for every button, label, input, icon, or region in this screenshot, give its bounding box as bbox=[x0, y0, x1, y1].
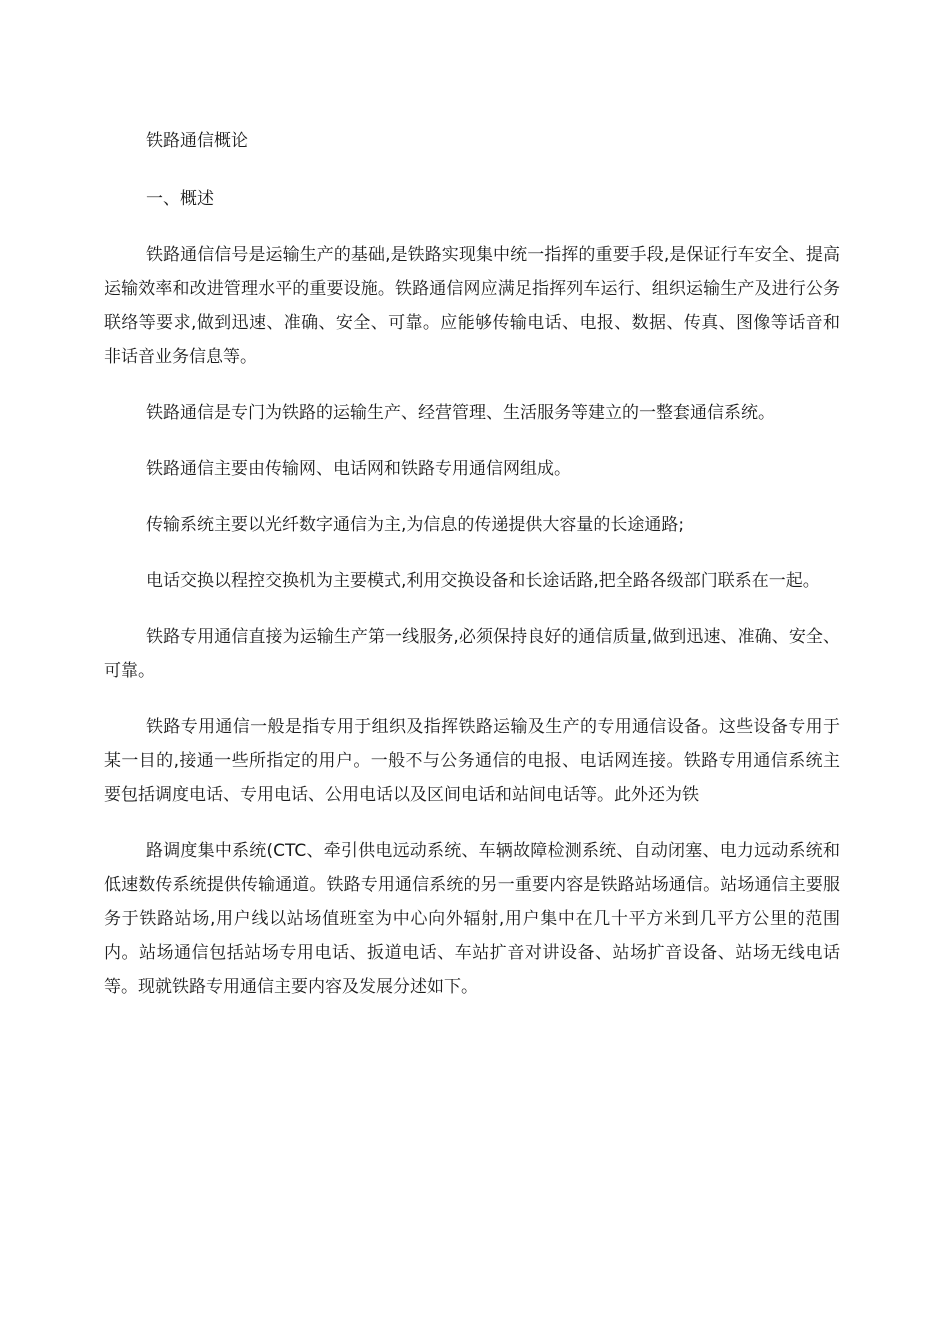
paragraph-2: 铁路通信是专门为铁路的运输生产、经营管理、生活服务等建立的一整套通信系统。 bbox=[146, 403, 775, 423]
paragraph-3: 铁路通信主要由传输网、电话网和铁路专用通信网组成。 bbox=[146, 459, 571, 479]
paragraph-7: 铁路专用通信一般是指专用于组织及指挥铁路运输及生产的专用通信设备。这些设备专用于某一目的,接通一些所指定的用户。一般不与公务通信的电报、电话网连接。铁路专用通信系统主要包括调度电话、专用电话、公用电话以及区间电话和站间电话等。此外还为铁 bbox=[104, 717, 840, 805]
paragraph-4: 传输系统主要以光纤数字通信为主,为信息的传递提供大容量的长途通路; bbox=[146, 515, 685, 535]
section-heading: 一、概述 bbox=[146, 189, 214, 209]
document-body bbox=[104, 124, 840, 1026]
paragraph-1: 铁路通信信号是运输生产的基础,是铁路实现集中统一指挥的重要手段,是保证行车安全、提高运输效率和改进管理水平的重要设施。铁路通信网应满足指挥列车运行、组织运输生产及进行公务联络等要求,做到迅速、准确、安全、可靠。应能够传输电话、电报、数据、传真、图像等话音和非话音业务信息等。 bbox=[104, 245, 840, 367]
paragraph-5: 电话交换以程控交换机为主要模式,利用交换设备和长途话路,把全路各级部门联系在一起。 bbox=[146, 571, 820, 591]
document-title: 铁路通信概论 bbox=[146, 131, 248, 151]
paragraph-6: 铁路专用通信直接为运输生产第一线服务,必须保持良好的通信质量,做到迅速、准确、安全、可靠。 bbox=[104, 627, 840, 681]
paragraph-8: 路调度集中系统(CTC、牵引供电远动系统、车辆故障检测系统、自动闭塞、电力远动系统和低速数传系统提供传输通道。铁路专用通信系统的另一重要内容是铁路站场通信。站场通信主要服务于铁路站场,用户线以站场值班室为中心向外辐射,用户集中在几十平方米到几平方公里的范围内。站场通信包括站场专用电话、扳道电话、车站扩音对讲设备、站场扩音设备、站场无线电话等。现就铁路专用通信主要内容及发展分述如下。 bbox=[104, 841, 840, 997]
